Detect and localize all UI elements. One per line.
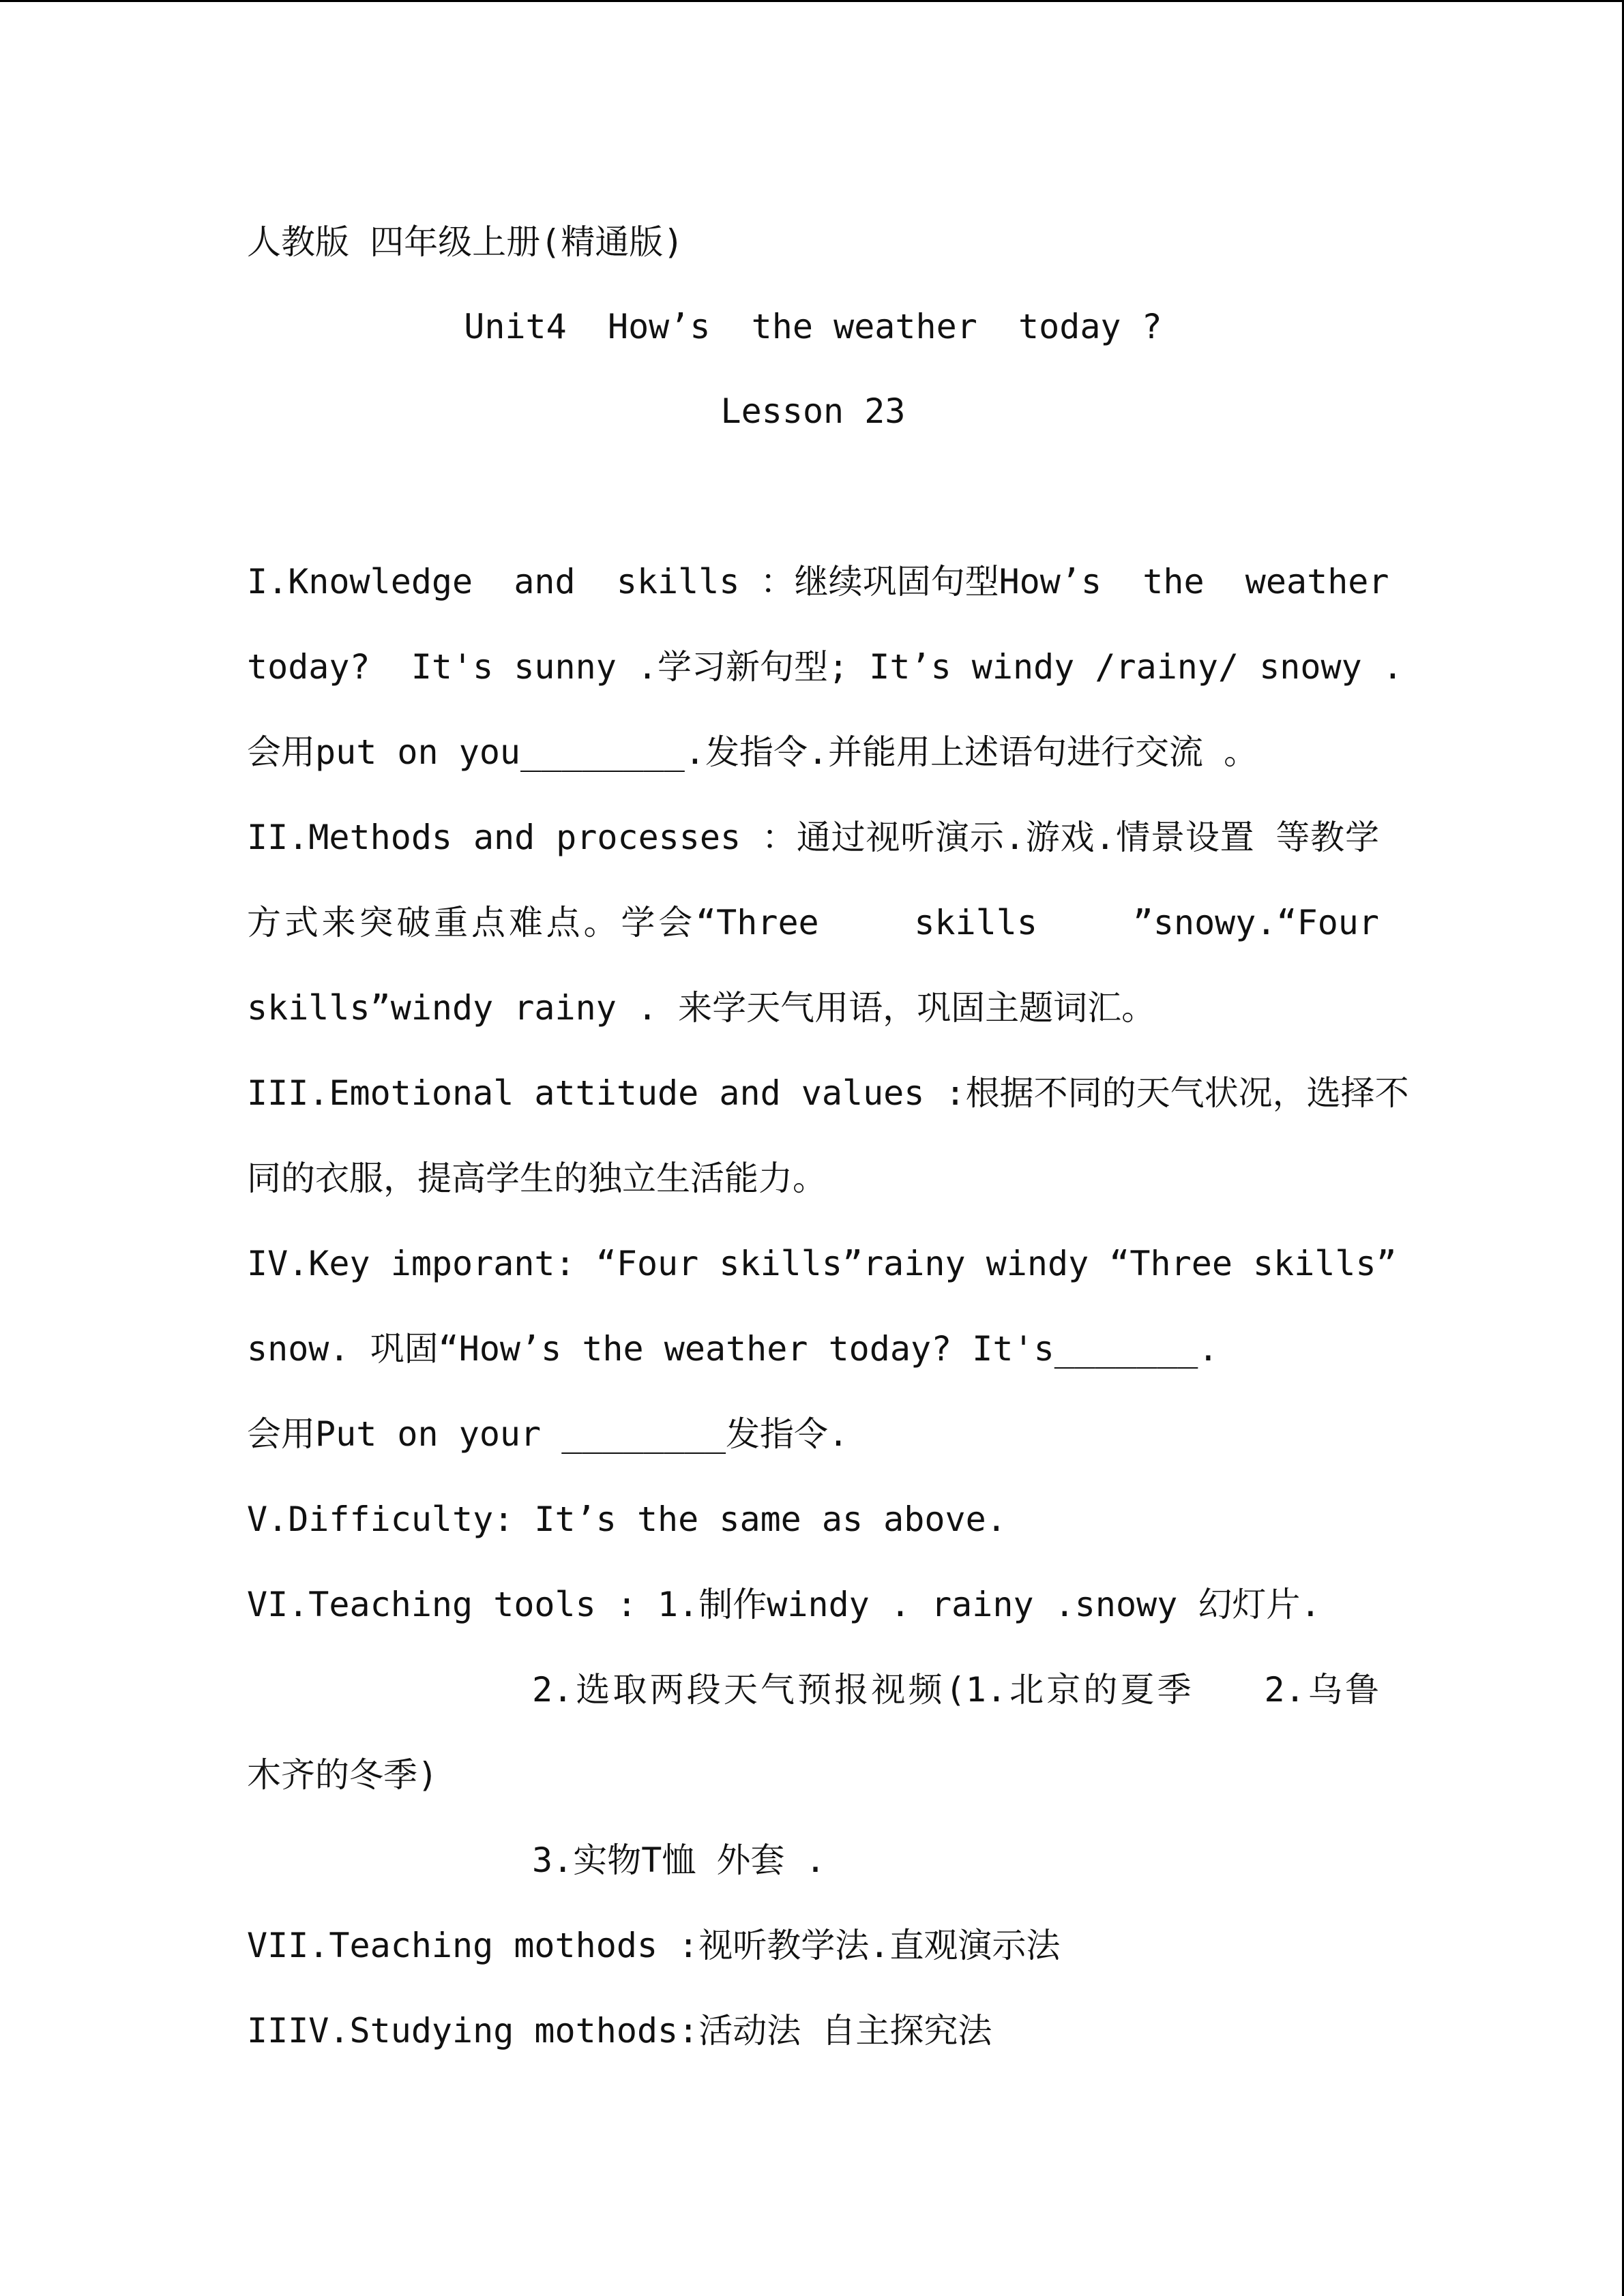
unit-title: Unit4 How’s the weather today ? bbox=[464, 307, 1162, 346]
teaching-tools-line-4: 3.实物T恤 外套 . bbox=[532, 1840, 826, 1880]
studying-methods-line: IIIV.Studying mothods:活动法 自主探究法 bbox=[247, 2011, 992, 2051]
lesson-title: Lesson 23 bbox=[720, 391, 906, 431]
methods-line-3: skills”windy rainy . 来学天气用语，巩固主题词汇。 bbox=[247, 988, 1156, 1028]
key-important-line-1: IV.Key imporant: “Four skills”rainy windy “Three skills” bbox=[247, 1244, 1397, 1283]
key-important-line-2: snow. 巩固“How’s the weather today? It's_______. bbox=[247, 1329, 1219, 1369]
teaching-methods-line: VII.Teaching mothods :视听教学法.直观演示法 bbox=[247, 1926, 1061, 1965]
knowledge-skills-line-3: 会用put on you________.发指令.并能用上述语句进行交流 。 bbox=[247, 732, 1258, 772]
teaching-tools-line-2: 2.选取两段天气预报视频(1.北京的夏季 2.乌鲁 bbox=[532, 1670, 1379, 1710]
methods-line-1: II.Methods and processes ：通过视听演示.游戏.情景设置 等教学 bbox=[247, 818, 1379, 857]
knowledge-skills-line-2: today? It's sunny .学习新句型; It’s windy /rainy/ snowy . bbox=[247, 647, 1403, 687]
teaching-tools-line-3: 木齐的冬季) bbox=[247, 1755, 439, 1795]
teaching-tools-line-1: VI.Teaching tools : 1.制作windy . rainy .snowy 幻灯片. bbox=[247, 1585, 1321, 1624]
emotional-line-1: III.Emotional attitude and values :根据不同的天气状况，选择不 bbox=[247, 1073, 1409, 1113]
methods-line-2: 方式来突破重点难点。学会“Three skills ”snowy.“Four bbox=[247, 903, 1379, 942]
difficulty-line: V.Difficulty: It’s the same as above. bbox=[247, 1500, 1007, 1539]
knowledge-skills-line-1: I.Knowledge and skills ：继续巩固句型How’s the weather bbox=[247, 562, 1389, 601]
emotional-line-2: 同的衣服，提高学生的独立生活能力。 bbox=[247, 1159, 827, 1198]
key-important-line-3: 会用Put on your ________发指令. bbox=[247, 1414, 849, 1454]
edition-heading: 人教版 四年级上册(精通版) bbox=[247, 222, 684, 262]
